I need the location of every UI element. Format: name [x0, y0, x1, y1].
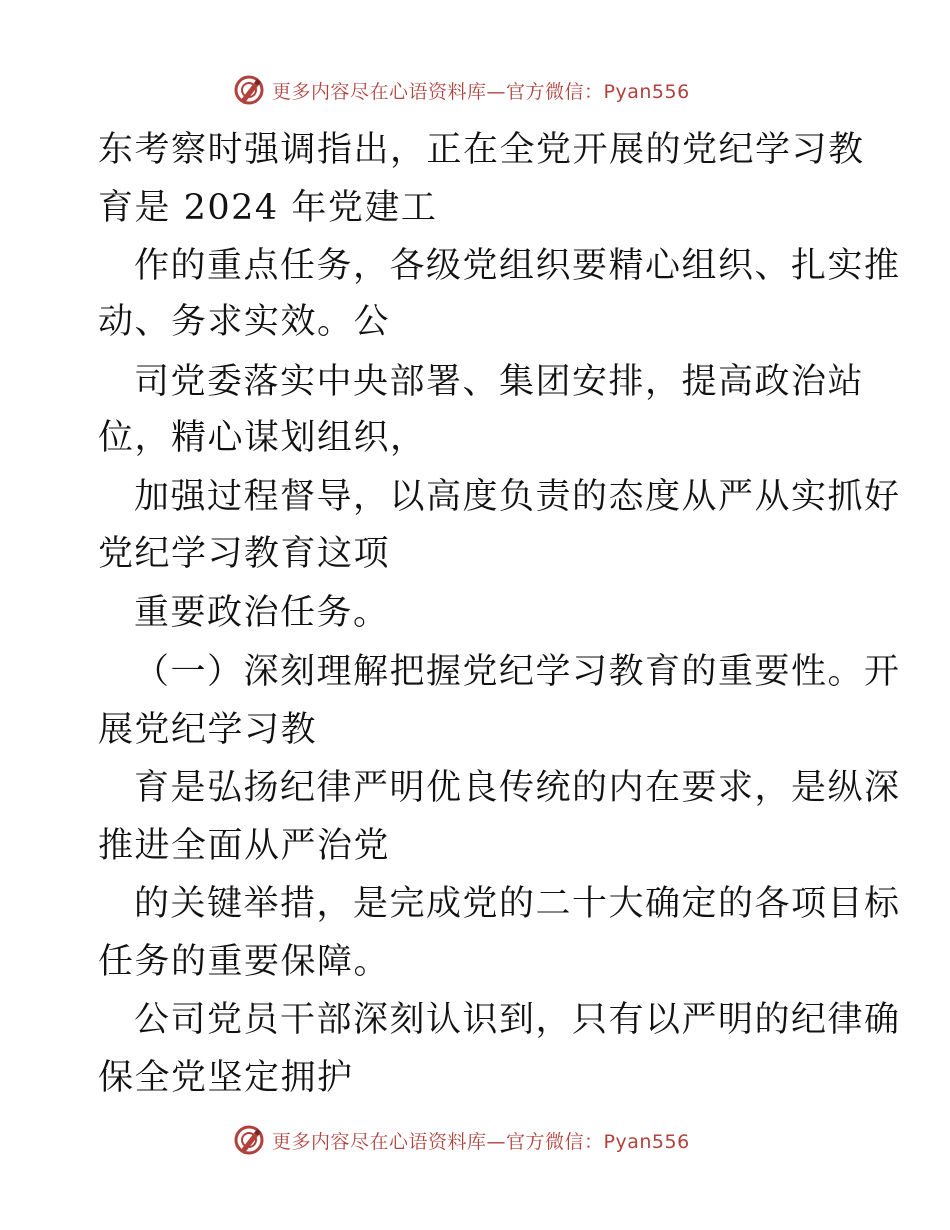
body-line-13: 推进全面从严治党 — [98, 826, 391, 866]
body-line-8: 党纪学习教育这项 — [98, 534, 391, 574]
body-line-2: 育是 2024 年党建工 — [98, 188, 438, 228]
body-line-12: 育是弘扬纪律严明优良传统的内在要求，是纵深 — [134, 768, 901, 808]
body-line-10: （一）深刻理解把握党纪学习教育的重要性。开 — [134, 652, 901, 692]
body-line-11: 展党纪学习教 — [98, 710, 318, 750]
body-line-7: 加强过程督导，以高度负责的态度从严从实抓好 — [134, 477, 901, 517]
body-line-1: 东考察时强调指出，正在全党开展的党纪学习教 — [98, 130, 865, 170]
body-line-14: 的关键举措，是完成党的二十大确定的各项目标 — [134, 884, 901, 924]
body-line-15: 任务的重要保障。 — [98, 942, 391, 982]
body-line-9: 重要政治任务。 — [134, 593, 390, 633]
footer-watermark — [232, 1122, 690, 1158]
body-line-17: 保全党坚定拥护 — [98, 1058, 354, 1098]
header-watermark — [232, 72, 690, 108]
body-line-4: 动、务求实效。公 — [98, 302, 391, 342]
watermark-text: 更多内容尽在心语资料库—官方微信：Pyan556 — [272, 80, 690, 103]
body-line-5: 司党委落实中央部署、集团安排，提高政治站 — [134, 362, 865, 402]
pen-circle-logo-icon — [232, 1123, 266, 1157]
body-line-3: 作的重点任务，各级党组织要精心组织、扎实推 — [134, 246, 901, 286]
watermark-text: 更多内容尽在心语资料库—官方微信：Pyan556 — [272, 1130, 690, 1153]
pen-circle-logo-icon — [232, 73, 266, 107]
body-line-16: 公司党员干部深刻认识到，只有以严明的纪律确 — [134, 1000, 901, 1040]
body-line-6: 位，精心谋划组织， — [98, 418, 427, 458]
